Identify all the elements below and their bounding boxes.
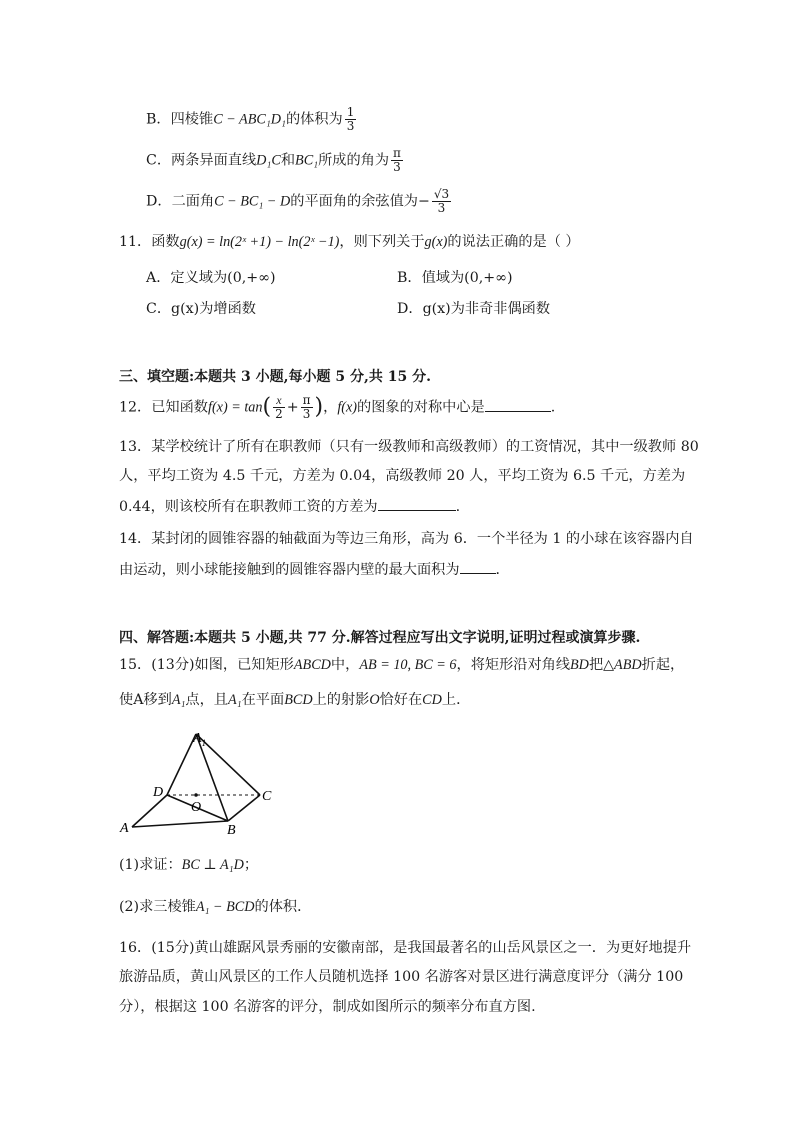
- label-b: B: [227, 823, 236, 838]
- option-b-fraction: $\frac{1}{3}$: [346, 105, 355, 133]
- q13-end: .: [455, 499, 461, 515]
- q12-paren-open: (: [262, 394, 272, 420]
- option-c-expr1: D₁C: [256, 152, 281, 169]
- q14-line1: 14．某封闭的圆锥容器的轴截面为等边三角形，高为 6．一个半径为 1 的小球在该容器内自: [119, 531, 694, 547]
- q14-answer-blank[interactable]: [460, 559, 496, 574]
- edge-a-b: [132, 821, 228, 827]
- q12-frac1: $\frac{x}{2}$: [275, 393, 283, 421]
- q13-line3: [119, 496, 460, 518]
- q11-number: 11．函数: [119, 234, 180, 250]
- question-11: [119, 231, 580, 253]
- q14-line2: [119, 559, 510, 581]
- section-4-heading: 四、解答题:本题共 5 小题,共 77 分.解答过程应写出文字说明,证明过程或演算步骤.: [119, 630, 641, 646]
- option-b-mid: 的体积为: [285, 111, 343, 128]
- q13-line2: 人，平均工资为 4.5 千元，方差为 0.04，高级教师 20 人，平均工资为 6.5 千元，方差为: [119, 468, 686, 484]
- option-c-expr2: BC₁: [295, 152, 319, 169]
- q13-line1: 13．某学校统计了所有在职教师（只有一级教师和高级教师）的工资情况，其中一级教师 80: [119, 439, 699, 455]
- q11-option-d: D．g(x)为非奇非偶函数: [397, 301, 551, 317]
- option-d-prefix: D．二面角: [146, 193, 215, 210]
- q12-mid: ，: [323, 399, 338, 416]
- option-c-mid: 所成的角为: [318, 152, 390, 169]
- q13-answer-blank[interactable]: [378, 496, 456, 511]
- q13-line3-text: 0.44，则该校所有在职教师工资的方差为: [119, 499, 378, 515]
- q12-frac2: $\frac{\pi}{3}$: [302, 393, 311, 421]
- q15-sub2: (2)求三棱锥A₁ − BCD的体积．: [119, 899, 312, 915]
- q15-line2: 使A移到A₁点，且A₁在平面BCD上的射影O恰好在CD上．: [119, 692, 471, 708]
- q14-line2-text: 由运动，则小球能接触到的圆锥容器内壁的最大面积为: [119, 562, 460, 578]
- q12-paren-close: ): [314, 394, 324, 420]
- q11-option-a: A．定义域为(0,+∞): [146, 270, 276, 286]
- label-a1: $A_1$: [193, 731, 207, 748]
- q11-option-c: C．g(x)为增函数: [146, 301, 256, 317]
- pyramid-figure: [115, 722, 290, 844]
- option-c-prefix: C．两条异面直线: [146, 152, 257, 169]
- q12-fx: f(x) = tan: [208, 399, 263, 416]
- option-c-fraction: $\frac{\pi}{3}$: [393, 146, 401, 174]
- option-d: [146, 188, 453, 215]
- q15-line1: 15．(13分)如图，已知矩形ABCD中，AB = 10, BC = 6，将矩形沿对角线BD把△ABD折起，: [119, 657, 685, 673]
- q11-tail2: 的说法正确的是（ ）: [447, 234, 580, 250]
- option-b-prefix: B．四棱锥: [146, 111, 214, 128]
- option-d-sign: −: [417, 193, 430, 210]
- q11-gx: g(x): [424, 234, 448, 250]
- label-a: A: [120, 821, 129, 836]
- question-12: [119, 394, 555, 421]
- edge-a1-d: [167, 734, 196, 795]
- label-o: O: [191, 800, 202, 815]
- option-b: [146, 106, 358, 133]
- label-c: C: [262, 789, 272, 804]
- q11-expr: g(x) = ln(2ˣ +1) − ln(2ˣ −1): [179, 234, 340, 250]
- edge-c-b: [228, 795, 260, 821]
- option-c-and: 和: [280, 152, 296, 169]
- option-b-expr: C − ABC₁D₁: [213, 111, 286, 128]
- q15-sub1: (1)求证：BC ⊥ A₁D；: [119, 857, 259, 873]
- option-d-expr: C − BC₁ − D: [214, 193, 291, 210]
- q12-prefix: 12．已知函数: [119, 399, 208, 416]
- q12-tail: 的图象的对称中心是: [357, 399, 485, 416]
- q11-tail: ，则下列关于: [339, 234, 425, 250]
- q11-option-b: B．值域为(0,+∞): [397, 270, 513, 286]
- option-d-fraction: $\frac{√3}{3}$: [433, 187, 450, 215]
- q12-end: .: [550, 399, 556, 416]
- q16-line3: 分），根据这 100 名游客的评分，制成如图所示的频率分布直方图.: [119, 999, 536, 1015]
- q12-fx2: f(x): [337, 399, 358, 416]
- q12-answer-blank[interactable]: [485, 397, 551, 412]
- label-d: D: [153, 785, 164, 800]
- q16-line2: 旅游品质，黄山风景区的工作人员随机选择 100 名游客对景区进行满意度评分（满分 100: [119, 969, 684, 985]
- q14-end: ．: [495, 562, 510, 578]
- point-o: [194, 793, 198, 797]
- option-d-mid: 的平面角的余弦值为: [290, 193, 418, 210]
- q12-plus: +: [286, 399, 299, 416]
- option-c: [146, 147, 405, 174]
- q16-line1: 16．(15分)黄山雄踞风景秀丽的安徽南部，是我国最著名的山岳风景区之一．为更好地提升: [119, 940, 692, 956]
- section-3-heading: 三、填空题:本题共 3 小题,每小题 5 分,共 15 分.: [119, 369, 431, 385]
